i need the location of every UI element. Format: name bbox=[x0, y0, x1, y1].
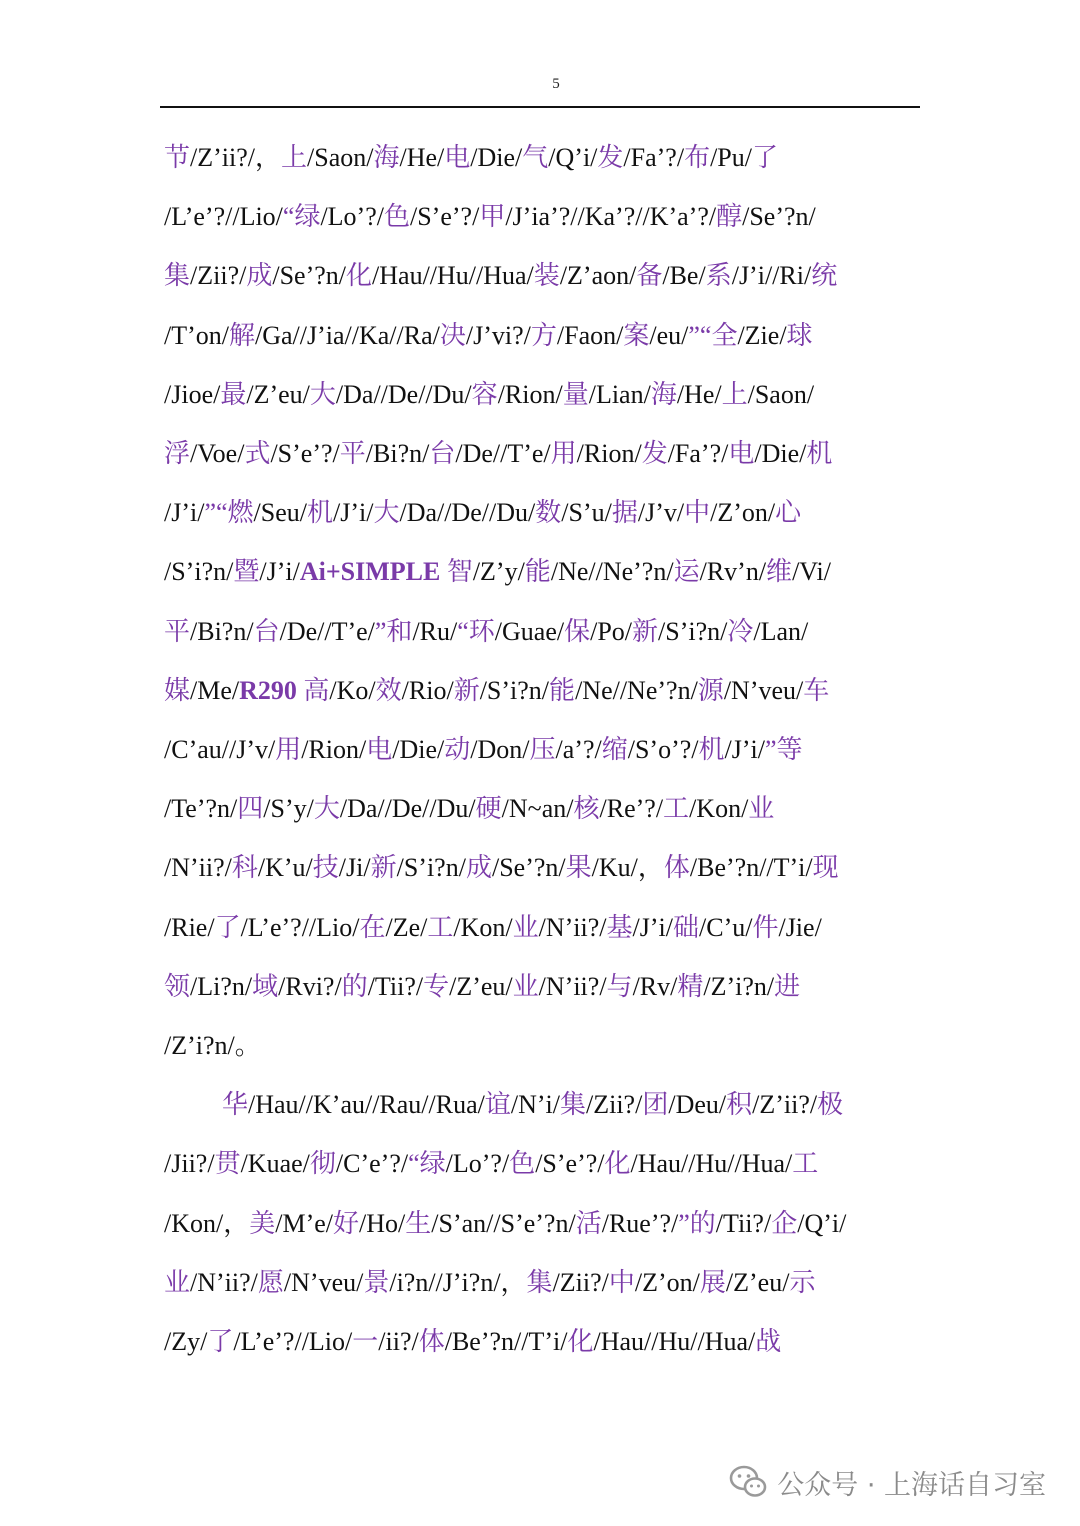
romanization: /Rion/ bbox=[497, 379, 563, 409]
hanzi: 工 bbox=[427, 912, 454, 942]
hanzi: 现 bbox=[812, 853, 839, 883]
romanization: /Zy/ bbox=[164, 1327, 208, 1356]
romanization: /M’e/ bbox=[275, 1208, 334, 1238]
hanzi: 技 bbox=[312, 853, 339, 883]
romanization: /Be’?n//T’i/ bbox=[444, 1327, 568, 1356]
romanization: /Lian/ bbox=[588, 379, 651, 409]
romanization: /Rue’?/ bbox=[601, 1208, 679, 1238]
romanization: /He/ bbox=[399, 143, 445, 172]
hanzi: 集 bbox=[164, 261, 191, 291]
paragraph1-line bbox=[164, 848, 839, 888]
header-rule bbox=[160, 106, 920, 108]
romanization: /Pu/ bbox=[710, 143, 752, 172]
watermark bbox=[729, 1462, 1046, 1502]
romanization: /N~an/ bbox=[501, 794, 574, 824]
romanization: /Re’?/ bbox=[599, 794, 664, 824]
romanization: /N’ii?/ bbox=[538, 971, 607, 1001]
paragraph1-line bbox=[164, 256, 837, 296]
hanzi: 果 bbox=[565, 853, 592, 883]
romanization: /Hau//Hu//Hua/ bbox=[630, 1149, 793, 1179]
hanzi: R290 bbox=[239, 675, 304, 705]
romanization: /Q’i/ bbox=[797, 1208, 847, 1238]
hanzi: 美 bbox=[249, 1208, 276, 1238]
romanization: /ii?/ bbox=[378, 1327, 419, 1356]
hanzi: 活 bbox=[575, 1208, 602, 1238]
hanzi: 海 bbox=[650, 379, 677, 409]
hanzi: 大 bbox=[373, 498, 400, 528]
hanzi: 式 bbox=[244, 439, 271, 468]
romanization: /C’u/ bbox=[699, 912, 753, 942]
hanzi: 体 bbox=[418, 1327, 445, 1356]
romanization: /Fa’?/ bbox=[667, 439, 729, 468]
hanzi: 解 bbox=[229, 320, 256, 350]
hanzi: 工 bbox=[792, 1149, 819, 1179]
romanization: /Z’i?n/ bbox=[703, 971, 775, 1001]
hanzi: 好 bbox=[333, 1208, 360, 1238]
hanzi: 能 bbox=[549, 675, 576, 705]
hanzi: ”和 bbox=[374, 616, 413, 646]
romanization: /Guae/ bbox=[494, 616, 565, 646]
hanzi: 决 bbox=[439, 320, 466, 350]
romanization: /Ga//J’ia//Ka//Ra/ bbox=[255, 320, 440, 350]
hanzi: 海 bbox=[373, 143, 400, 172]
romanization: /De//T’e/ bbox=[279, 616, 375, 646]
romanization: /N’ii?/ bbox=[538, 912, 607, 942]
hanzi: 大 bbox=[313, 794, 340, 824]
hanzi: 量 bbox=[562, 379, 589, 409]
paragraph1-line bbox=[164, 612, 808, 652]
hanzi: 高 bbox=[303, 675, 330, 705]
romanization: /Ru/ bbox=[412, 616, 458, 646]
hanzi: 领 bbox=[164, 971, 191, 1001]
hanzi: 台 bbox=[253, 616, 280, 646]
romanization: /Rv’n/ bbox=[699, 557, 767, 587]
hanzi: 愿 bbox=[257, 1267, 284, 1297]
hanzi: 精 bbox=[677, 971, 704, 1001]
romanization: /a’?/ bbox=[555, 735, 602, 764]
romanization: /Da//De//Du/ bbox=[399, 498, 536, 528]
romanization: /J’i/ bbox=[632, 912, 673, 942]
romanization: /S’y/ bbox=[263, 794, 314, 824]
romanization: /Z’aon/ bbox=[559, 261, 637, 291]
hanzi: 化 bbox=[604, 1149, 631, 1179]
hanzi: 机 bbox=[307, 498, 334, 528]
romanization: /N’i/ bbox=[510, 1090, 560, 1120]
romanization: /Rion/ bbox=[576, 439, 642, 468]
hanzi: Ai+SIMPLE bbox=[299, 557, 447, 587]
hanzi: 方 bbox=[530, 320, 557, 350]
paragraph2-line bbox=[164, 1144, 818, 1184]
hanzi: 的 bbox=[341, 971, 368, 1001]
romanization: /Hau//Hu//Hua/ bbox=[372, 261, 534, 291]
romanization: /Die/ bbox=[392, 735, 445, 764]
romanization: /L’e’?//Lio/ bbox=[233, 1327, 353, 1356]
romanization: /J’v/ bbox=[637, 498, 685, 528]
hanzi: 生 bbox=[405, 1208, 432, 1238]
hanzi: 动 bbox=[444, 735, 471, 764]
hanzi: 数 bbox=[535, 498, 562, 528]
hanzi: 新 bbox=[453, 675, 480, 705]
hanzi: 缩 bbox=[601, 735, 628, 764]
romanization: /Tii?/ bbox=[715, 1208, 772, 1238]
hanzi: 大 bbox=[309, 379, 336, 409]
hanzi: 装 bbox=[533, 261, 560, 291]
paragraph1-line bbox=[164, 671, 829, 711]
romanization: /Te’?n/ bbox=[164, 794, 238, 824]
romanization: /T’on/ bbox=[164, 320, 229, 350]
hanzi: 业 bbox=[164, 1267, 191, 1297]
hanzi: 谊 bbox=[484, 1090, 511, 1120]
romanization: /Q’i/ bbox=[548, 143, 598, 172]
paragraph1-line bbox=[164, 197, 816, 237]
hanzi: 硬 bbox=[475, 794, 502, 824]
romanization: /Jie/ bbox=[778, 912, 822, 942]
hanzi: 车 bbox=[803, 675, 830, 705]
hanzi: 与 bbox=[606, 971, 633, 1001]
romanization: /Zie/ bbox=[737, 320, 787, 350]
romanization: /J’i/ bbox=[724, 735, 765, 764]
hanzi: 浮 bbox=[164, 439, 191, 468]
hanzi: 暨 bbox=[233, 557, 260, 587]
romanization: /Zii?/ bbox=[586, 1090, 643, 1120]
hanzi: ”等 bbox=[764, 735, 803, 764]
hanzi: 压 bbox=[529, 735, 556, 764]
romanization: /Lan/ bbox=[753, 616, 809, 646]
hanzi: 冷 bbox=[727, 616, 754, 646]
hanzi: 成 bbox=[246, 261, 273, 291]
romanization: /Ze/ bbox=[385, 912, 428, 942]
hanzi: 用 bbox=[550, 439, 577, 468]
paragraph1-line bbox=[164, 730, 803, 770]
hanzi: 景 bbox=[363, 1267, 390, 1297]
hanzi: 在 bbox=[359, 912, 386, 942]
romanization: /C’e’?/ bbox=[335, 1149, 409, 1179]
hanzi: “环 bbox=[457, 616, 495, 646]
hanzi: 上 bbox=[721, 379, 748, 409]
hanzi: 展 bbox=[699, 1267, 726, 1297]
hanzi: ”“全 bbox=[688, 320, 738, 350]
hanzi: 统 bbox=[811, 261, 838, 291]
romanization: /i?n//J’i?n/， bbox=[389, 1267, 527, 1297]
romanization: /Voe/ bbox=[190, 439, 245, 468]
romanization: /Saon/ bbox=[307, 143, 374, 172]
romanization: /Rion/ bbox=[301, 735, 367, 764]
romanization: /S’o’?/ bbox=[627, 735, 699, 764]
hanzi: 示 bbox=[789, 1267, 816, 1297]
hanzi: 备 bbox=[636, 261, 663, 291]
romanization: /Die/ bbox=[754, 439, 807, 468]
romanization: /He/ bbox=[676, 379, 722, 409]
hanzi: 智 bbox=[446, 557, 473, 587]
hanzi: 成 bbox=[465, 853, 492, 883]
hanzi: 新 bbox=[370, 853, 397, 883]
romanization: /Rie/ bbox=[164, 912, 215, 942]
hanzi: 据 bbox=[611, 498, 638, 528]
hanzi: 效 bbox=[375, 675, 402, 705]
romanization: /Ji/ bbox=[338, 853, 371, 883]
paragraph2-line bbox=[164, 1204, 846, 1244]
romanization: /Kon/ bbox=[689, 794, 749, 824]
romanization: /C’au//J’v/ bbox=[164, 735, 276, 764]
romanization: /Ho/ bbox=[359, 1208, 406, 1238]
paragraph1-line bbox=[164, 375, 814, 415]
romanization: /Da//De//Du/ bbox=[339, 794, 476, 824]
romanization: /Rv/ bbox=[632, 971, 678, 1001]
hanzi: 工 bbox=[663, 794, 690, 824]
romanization: /N’ii?/ bbox=[190, 1267, 258, 1297]
romanization: /Hau//Hu//Hua/ bbox=[593, 1327, 756, 1356]
romanization: /Zii?/ bbox=[190, 261, 247, 291]
romanization: /Lo’?/ bbox=[320, 202, 384, 232]
hanzi: 华 bbox=[222, 1090, 249, 1120]
hanzi: 专 bbox=[423, 971, 450, 1001]
romanization: /J’vi?/ bbox=[465, 320, 531, 350]
watermark-text: 公众号 · 上海话自习室 bbox=[777, 1469, 1046, 1501]
paragraph1-line bbox=[164, 493, 801, 533]
hanzi: 平 bbox=[164, 616, 191, 646]
romanization: /Kon/ bbox=[453, 912, 513, 942]
hanzi: 业 bbox=[748, 794, 775, 824]
romanization: /S’u/ bbox=[561, 498, 612, 528]
wechat-icon bbox=[729, 1465, 767, 1499]
hanzi: 中 bbox=[684, 498, 711, 528]
romanization: /J’i/ bbox=[333, 498, 374, 528]
hanzi: 心 bbox=[775, 498, 802, 528]
hanzi: 容 bbox=[471, 379, 498, 409]
romanization: /Z’i?n/。 bbox=[164, 1031, 261, 1060]
hanzi: 电 bbox=[728, 439, 755, 468]
romanization: /S’i?n/ bbox=[164, 557, 234, 587]
romanization: /Da//De//Du/ bbox=[335, 379, 472, 409]
hanzi: 彻 bbox=[309, 1149, 336, 1179]
romanization: /Z’on/ bbox=[634, 1267, 700, 1297]
romanization: /Me/ bbox=[190, 675, 240, 705]
romanization: /Z’y/ bbox=[472, 557, 525, 587]
hanzi: 业 bbox=[512, 971, 539, 1001]
romanization: /J’ia’?//Ka’?//K’a’?/ bbox=[505, 202, 717, 232]
hanzi: 色 bbox=[509, 1149, 536, 1179]
romanization: /Po/ bbox=[590, 616, 633, 646]
romanization: /Bi?n/ bbox=[190, 616, 254, 646]
hanzi: 用 bbox=[275, 735, 302, 764]
romanization: /Z’eu/ bbox=[449, 971, 513, 1001]
romanization: /S’i?n/ bbox=[396, 853, 466, 883]
romanization: /N’veu/ bbox=[723, 675, 804, 705]
hanzi: 源 bbox=[697, 675, 724, 705]
romanization: /Ku/， bbox=[591, 853, 664, 883]
hanzi: 了 bbox=[752, 143, 779, 172]
romanization: /Z’ii?/， bbox=[190, 143, 281, 172]
romanization: /S’an//S’e’?n/ bbox=[431, 1208, 576, 1238]
romanization: /Faon/ bbox=[556, 320, 624, 350]
paragraph1-line bbox=[164, 1026, 261, 1066]
romanization: /Hau//K’au//Rau//Rua/ bbox=[248, 1090, 485, 1120]
romanization: /S’e’?/ bbox=[535, 1149, 605, 1179]
hanzi: 域 bbox=[252, 971, 279, 1001]
romanization: /Z’eu/ bbox=[725, 1267, 790, 1297]
hanzi: 布 bbox=[684, 143, 711, 172]
hanzi: 基 bbox=[606, 912, 633, 942]
romanization: /Z’eu/ bbox=[246, 379, 310, 409]
paragraph1-line bbox=[164, 316, 813, 356]
hanzi: 了 bbox=[214, 912, 241, 942]
hanzi: 件 bbox=[752, 912, 779, 942]
hanzi: 础 bbox=[672, 912, 699, 942]
hanzi: 案 bbox=[623, 320, 650, 350]
romanization: /Be/ bbox=[662, 261, 706, 291]
hanzi: 了 bbox=[207, 1327, 234, 1356]
romanization: /Be’?n//T’i/ bbox=[689, 853, 813, 883]
hanzi: 节 bbox=[164, 143, 191, 172]
romanization: /Kuae/ bbox=[240, 1149, 310, 1179]
hanzi: 机 bbox=[806, 439, 833, 468]
hanzi: 中 bbox=[608, 1267, 635, 1297]
hanzi: 电 bbox=[366, 735, 393, 764]
hanzi: 集 bbox=[559, 1090, 586, 1120]
romanization: /Vi/ bbox=[792, 557, 831, 587]
hanzi: 上 bbox=[281, 143, 308, 172]
romanization: /Z’ii?/ bbox=[752, 1090, 818, 1120]
romanization: /N’ii?/ bbox=[164, 853, 232, 883]
romanization: /Jii?/ bbox=[164, 1149, 215, 1179]
hanzi: 机 bbox=[698, 735, 725, 764]
hanzi: 电 bbox=[444, 143, 471, 172]
hanzi: 甲 bbox=[479, 202, 506, 232]
hanzi: 业 bbox=[512, 912, 539, 942]
hanzi: 战 bbox=[755, 1327, 782, 1356]
hanzi: 能 bbox=[524, 557, 551, 587]
romanization: /Lo’?/ bbox=[445, 1149, 510, 1179]
paragraph1-line bbox=[164, 789, 774, 829]
romanization: /Rio/ bbox=[401, 675, 454, 705]
hanzi: 最 bbox=[220, 379, 247, 409]
romanization: /Li?n/ bbox=[190, 971, 253, 1001]
romanization: /Saon/ bbox=[747, 379, 815, 409]
romanization: /L’e’?//Lio/ bbox=[164, 202, 283, 232]
hanzi: 积 bbox=[726, 1090, 753, 1120]
hanzi: 色 bbox=[383, 202, 410, 232]
hanzi: 保 bbox=[564, 616, 591, 646]
romanization: /J’i/ bbox=[259, 557, 300, 587]
hanzi: 发 bbox=[641, 439, 668, 468]
romanization: /Z’on/ bbox=[710, 498, 776, 528]
hanzi: 进 bbox=[774, 971, 801, 1001]
romanization: /Die/ bbox=[470, 143, 523, 172]
paragraph1-line bbox=[164, 552, 831, 592]
romanization: /Tii?/ bbox=[367, 971, 424, 1001]
romanization: /L’e’?//Lio/ bbox=[240, 912, 360, 942]
hanzi: 台 bbox=[429, 439, 456, 468]
hanzi: 四 bbox=[237, 794, 264, 824]
hanzi: 一 bbox=[352, 1327, 379, 1356]
romanization: /S’e’?/ bbox=[270, 439, 340, 468]
hanzi: 集 bbox=[526, 1267, 553, 1297]
romanization: /Deu/ bbox=[668, 1090, 727, 1120]
hanzi: ”“燃 bbox=[204, 498, 254, 528]
romanization: /Don/ bbox=[470, 735, 530, 764]
hanzi: 贯 bbox=[214, 1149, 241, 1179]
hanzi: ”的 bbox=[678, 1208, 716, 1238]
romanization: /Ne//Ne’?n/ bbox=[550, 557, 674, 587]
hanzi: 维 bbox=[766, 557, 793, 587]
romanization: /Fa’?/ bbox=[623, 143, 685, 172]
romanization: /De//T’e/ bbox=[455, 439, 551, 468]
hanzi: 团 bbox=[642, 1090, 669, 1120]
romanization: /Seu/ bbox=[253, 498, 307, 528]
romanization: /Jioe/ bbox=[164, 379, 221, 409]
hanzi: 发 bbox=[597, 143, 624, 172]
hanzi: 核 bbox=[573, 794, 600, 824]
hanzi: 新 bbox=[632, 616, 659, 646]
hanzi: 系 bbox=[705, 261, 732, 291]
romanization: /Rvi?/ bbox=[278, 971, 342, 1001]
romanization: /S’i?n/ bbox=[658, 616, 728, 646]
hanzi: 醇 bbox=[716, 202, 743, 232]
paragraph1-line bbox=[164, 434, 832, 474]
romanization: /S’e’?/ bbox=[410, 202, 480, 232]
romanization: /J’i/ bbox=[164, 498, 205, 528]
paragraph1-line bbox=[164, 967, 800, 1007]
paragraph2-line bbox=[164, 1322, 781, 1362]
hanzi: 媒 bbox=[164, 675, 191, 705]
romanization: /Se’?n/ bbox=[272, 261, 347, 291]
romanization: /S’i?n/ bbox=[479, 675, 550, 705]
hanzi: 球 bbox=[786, 320, 813, 350]
hanzi: 平 bbox=[339, 439, 366, 468]
romanization: /Kon/， bbox=[164, 1208, 250, 1238]
hanzi: 运 bbox=[673, 557, 700, 587]
paragraph1-line bbox=[164, 138, 778, 178]
page-number: 5 bbox=[552, 76, 560, 92]
paragraph2-line bbox=[164, 1263, 815, 1303]
romanization: /eu/ bbox=[649, 320, 689, 350]
romanization: /Se’?n/ bbox=[491, 853, 566, 883]
romanization: /J’i//Ri/ bbox=[731, 261, 812, 291]
hanzi: “绿 bbox=[282, 202, 321, 232]
romanization: /Ko/ bbox=[329, 675, 376, 705]
hanzi: 化 bbox=[567, 1327, 594, 1356]
hanzi: 企 bbox=[771, 1208, 798, 1238]
paragraph1-line bbox=[164, 908, 822, 948]
romanization: /Zii?/ bbox=[552, 1267, 609, 1297]
hanzi: “绿 bbox=[408, 1149, 446, 1179]
romanization: /N’veu/ bbox=[283, 1267, 364, 1297]
hanzi: 化 bbox=[346, 261, 373, 291]
paragraph2-line bbox=[222, 1085, 843, 1125]
romanization: /K’u/ bbox=[257, 853, 313, 883]
romanization: /Se’?n/ bbox=[742, 202, 816, 232]
romanization: /Bi?n/ bbox=[365, 439, 430, 468]
hanzi: 科 bbox=[231, 853, 258, 883]
romanization: /Ne//Ne’?n/ bbox=[575, 675, 698, 705]
hanzi: 极 bbox=[817, 1090, 844, 1120]
hanzi: 体 bbox=[663, 853, 690, 883]
hanzi: 气 bbox=[522, 143, 549, 172]
